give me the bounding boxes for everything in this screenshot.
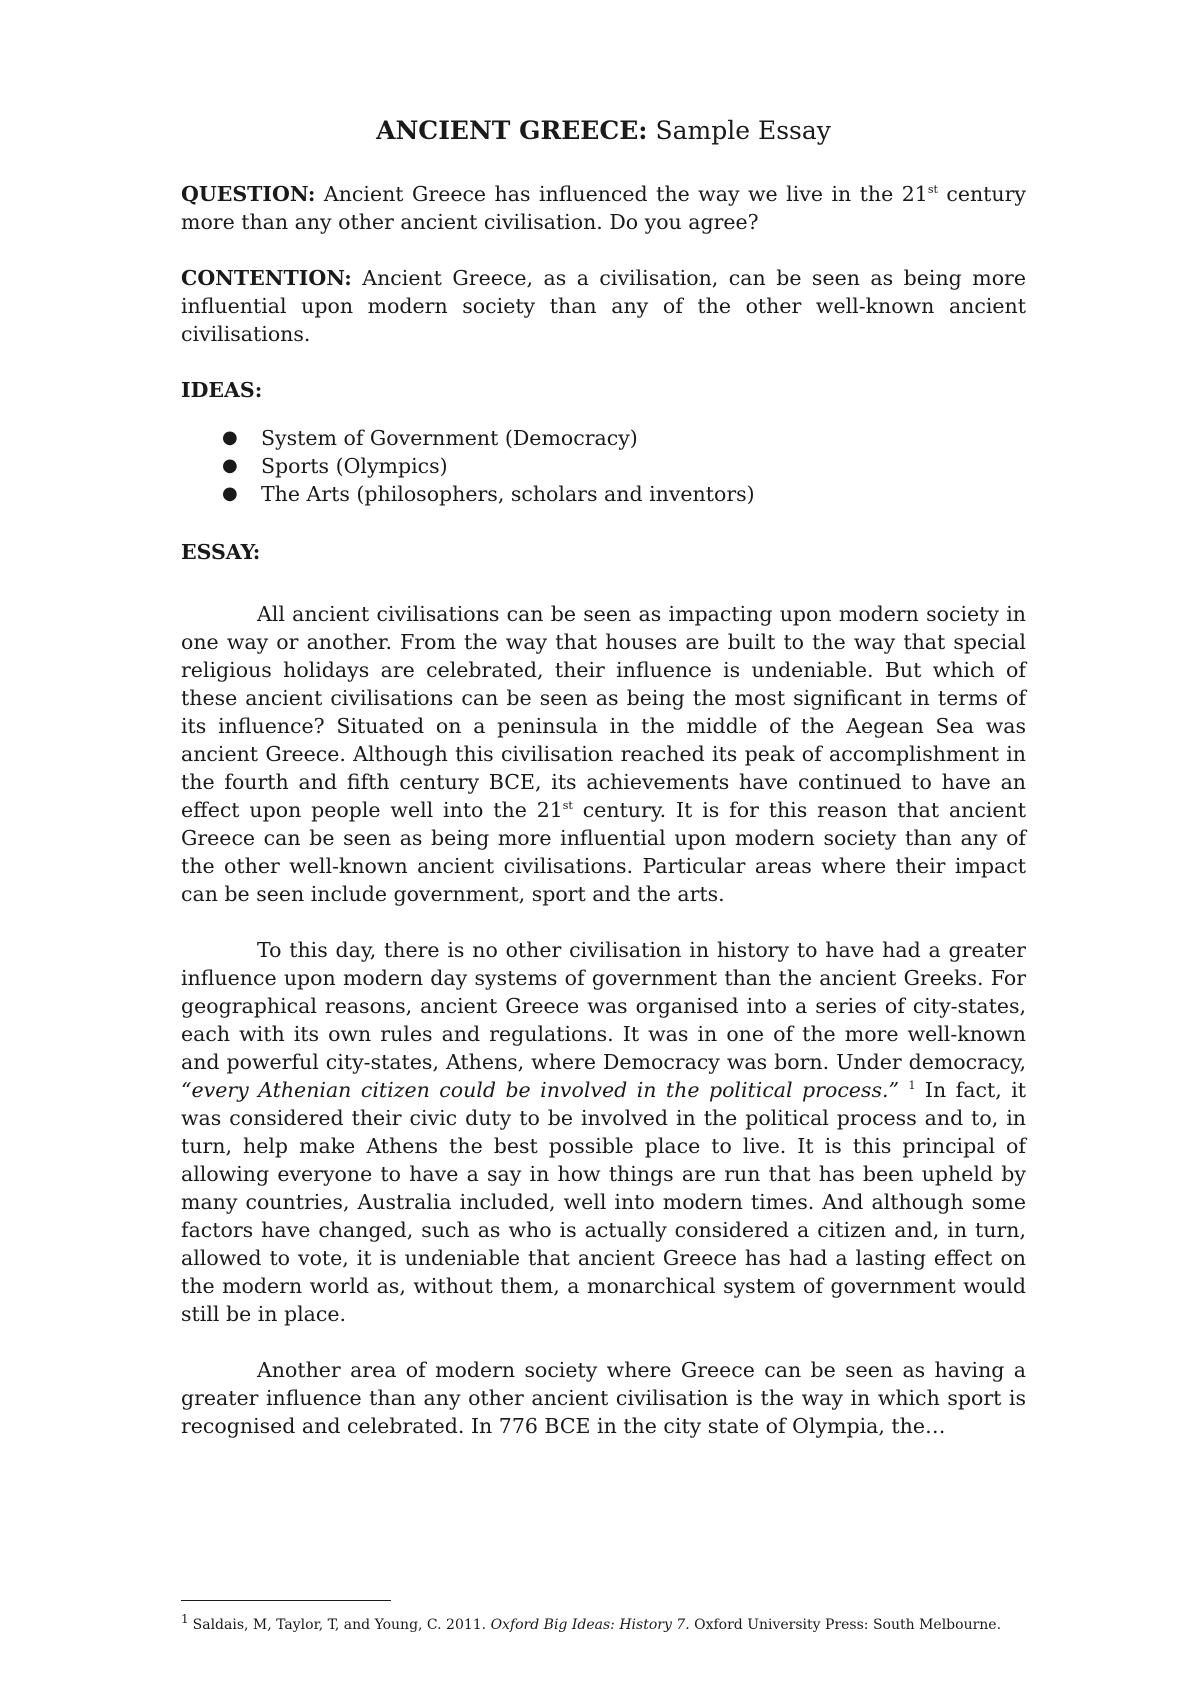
bullet-icon: ● [222, 455, 238, 476]
essay-paragraph-3: Another area of modern society where Greece can be seen as having a greater influence than any other ancient civilisation is the way in which sport is recognised and celebrated. In 776 BCE in the city state of Olympia, the… [181, 1358, 1026, 1438]
essay-p1-sup: st [562, 799, 573, 813]
footnote-divider [181, 1600, 391, 1601]
contention-text: Ancient Greece, as a civilisation, can be seen as being more influential upon modern society than any of the other well-known ancient civilisations. [181, 266, 1026, 346]
idea-text: Sports (Olympics) [261, 454, 448, 478]
essay-p1-text-a: All ancient civilisations can be seen as impacting upon modern society in one way or another. From the way that houses are built to the way that special religious holidays are celebrated, their influence is undeniable. But which of these ancient civilisations can be seen as being the most significant in terms of its influence? Situated on a peninsula in the middle of the Aegean Sea was ancient Greece. Although this civilisation reached its peak of accomplishment in the fourth and fifth century BCE, its achievements have continued to have an effect upon people well into the 21 [181, 602, 1026, 822]
title-bold: ANCIENT GREECE: [376, 116, 648, 145]
question-text-b: century more than any other ancient civilisation. Do you agree? [181, 182, 1026, 234]
footnote [181, 1612, 1081, 1634]
question-label: QUESTION: [181, 182, 316, 206]
idea-text: System of Government (Democracy) [261, 426, 638, 450]
essay-paragraph-1 [181, 600, 1026, 908]
essay-heading: ESSAY: [181, 540, 261, 564]
essay-p2-text-a: To this day, there is no other civilisation in history to have had a greater influence upon modern day systems of government than the ancient Greeks. For geographical reasons, ancient Greece was organised into a series of city-states, each with its own rules and regulations. It was in one of the more well-known and powerful city-states, Athens, where Democracy was born. Under democracy, [181, 938, 1026, 1074]
title-rest: Sample Essay [647, 116, 831, 145]
question-paragraph [181, 180, 1026, 236]
bullet-icon: ● [222, 483, 238, 504]
footnote-reference: 1 [908, 1079, 916, 1093]
ideas-list [181, 424, 1026, 508]
document-page [181, 110, 1026, 1468]
footnote-number: 1 [181, 1612, 189, 1627]
essay-p1-text-b: century. It is for this reason that ancient Greece can be seen as being more influential upon modern society than any of the other well-known ancient civilisations. Particular areas where their impact can be seen include government, sport and the arts. [181, 798, 1026, 906]
question-sup: st [927, 183, 938, 197]
essay-p2-quote: “every Athenian citizen could be involved in the political process.” [181, 1078, 899, 1102]
list-item [181, 452, 1026, 480]
idea-text: The Arts (philosophers, scholars and inventors) [261, 482, 755, 506]
essay-p2-text-b: In fact, it was considered their civic duty to be involved in the political process and to, in turn, help make Athens the best possible place to live. It is this principal of allowing everyone to have a say in how things are run that has been upheld by many countries, Australia included, well into modern times. And although some factors have changed, such as who is actually considered a citizen and, in turn, allowed to vote, it is undeniable that ancient Greece has had a lasting effect on the modern world as, without them, a monarchical system of government would still be in place. [181, 1078, 1026, 1326]
footnote-text-b: Oxford University Press: South Melbourne. [689, 1617, 1002, 1633]
essay-paragraph-2 [181, 936, 1026, 1328]
question-text-a: Ancient Greece has influenced the way we live in the 21 [315, 182, 928, 206]
footnote-text-a: Saldais, M, Taylor, T, and Young, C. 2011. [192, 1617, 491, 1633]
document-title [181, 110, 1026, 152]
ideas-heading: IDEAS: [181, 378, 263, 402]
list-item [181, 480, 1026, 508]
bullet-icon: ● [222, 427, 238, 448]
contention-label: CONTENTION: [181, 266, 352, 290]
contention-paragraph [181, 264, 1026, 348]
footnote-book-title: Oxford Big Ideas: History 7. [490, 1617, 690, 1633]
list-item [181, 424, 1026, 452]
